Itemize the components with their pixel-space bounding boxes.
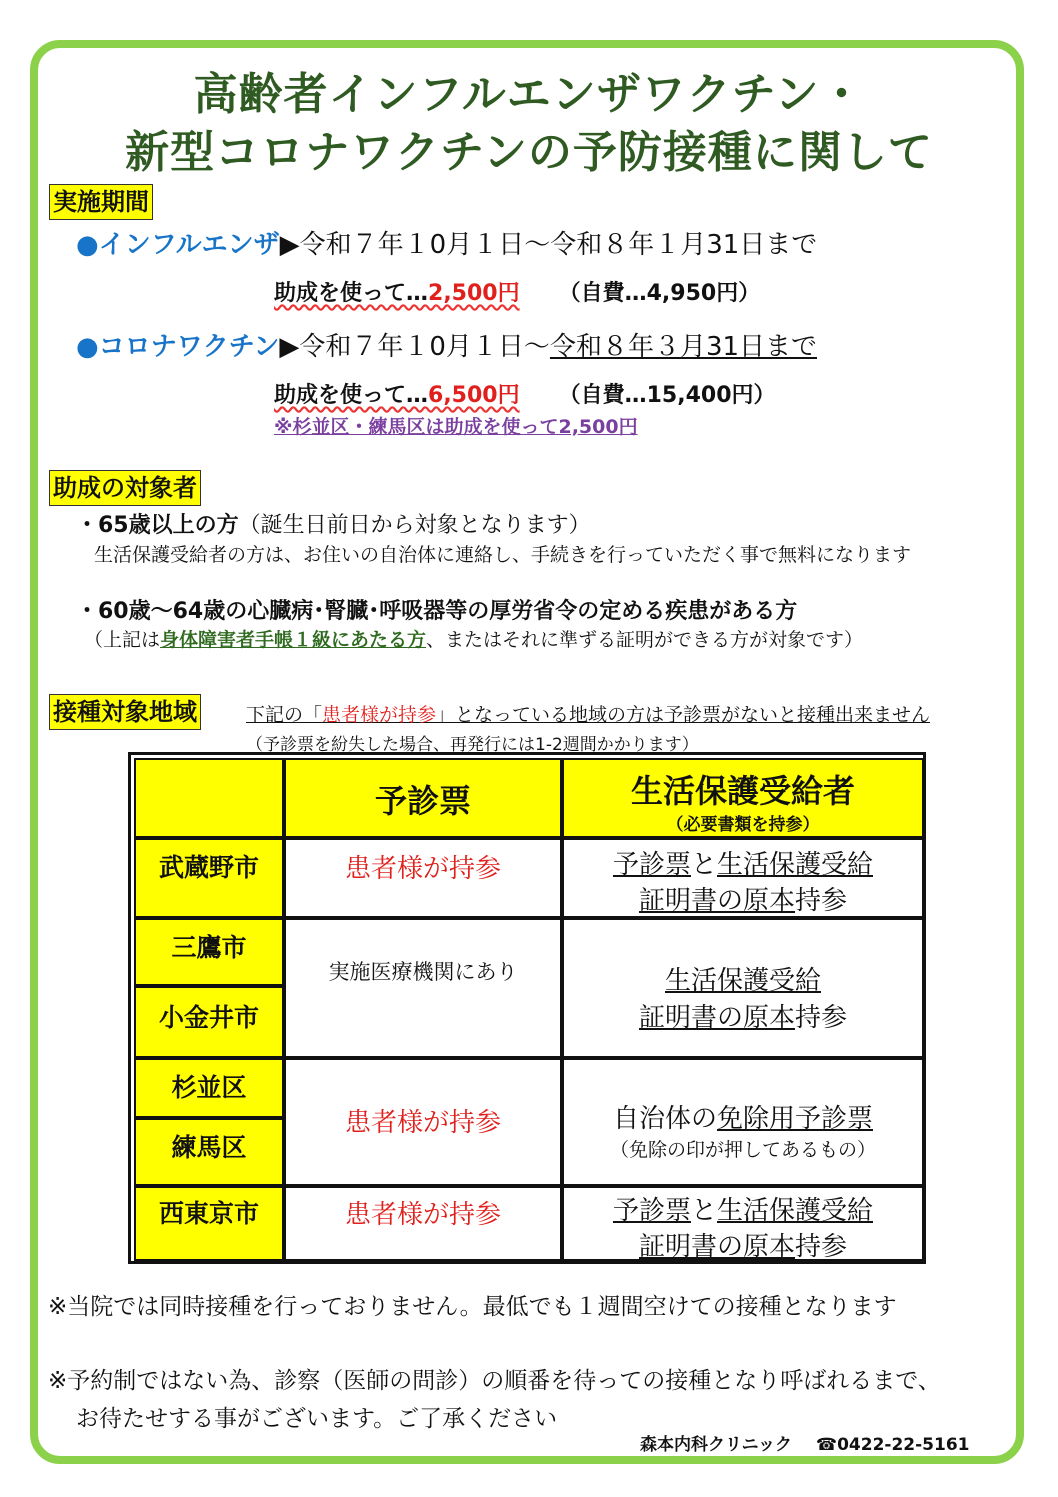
nishitokyo-form: 患者様が持参 xyxy=(344,1200,501,1230)
eligible-item2-note xyxy=(84,625,863,652)
table-header-welfare-sub: （必要書類を持参） xyxy=(666,815,820,835)
musashino-w2: と xyxy=(690,850,717,880)
table-row-mitaka-city xyxy=(134,918,284,986)
nishitokyo-w2: と xyxy=(690,1196,717,1226)
influenza-bullet: ● xyxy=(76,230,99,260)
table-row-mitaka-koganei-welfare xyxy=(562,918,924,1058)
suginami-nerima-w1: 自治体の xyxy=(612,1104,717,1134)
influenza-price-line xyxy=(274,276,760,307)
corona-subsidy-price: 6,500円 xyxy=(428,383,520,408)
city-musashino: 武蔵野市 xyxy=(158,853,259,882)
suginami-nerima-form: 患者様が持参 xyxy=(344,1108,501,1138)
mitaka-koganei-form: 実施医療機関にあり xyxy=(328,960,518,984)
eligible-heading: 助成の対象者 xyxy=(49,470,201,506)
city-mitaka: 三鷹市 xyxy=(171,933,247,962)
table-row-nishitokyo-welfare xyxy=(562,1186,924,1261)
table-header-form-label: 予診票 xyxy=(374,782,471,820)
table-row-koganei-city xyxy=(134,986,284,1058)
table-row-musashino-form xyxy=(284,838,562,918)
eligible-item2: ・60歳～64歳の心臓病･腎臓･呼吸器等の厚労省令の定める疾患がある方 xyxy=(76,599,798,624)
title-line2: 新型コロナワクチンの予防接種に関して xyxy=(125,127,933,178)
musashino-w5: 持参 xyxy=(795,886,848,916)
period-heading: 実施期間 xyxy=(49,184,153,220)
phone-icon: ☎ xyxy=(815,1435,838,1455)
eligible-item1-note: 生活保護受給者の方は、お住いの自治体に連絡し、手続きを行っていただく事で無料になります xyxy=(94,544,912,566)
suginami-nerima-w3: （免除の印が押してあるもの） xyxy=(609,1139,876,1161)
suginami-nerima-welfare-line1 xyxy=(564,1098,922,1135)
musashino-w3: 生活保護受給 xyxy=(717,850,874,880)
influenza-period xyxy=(76,224,817,261)
title-line1: 高齢者インフルエンザワクチン・ xyxy=(193,69,865,120)
footer-note2b: お待たせする事がございます。ご了承ください xyxy=(76,1406,558,1432)
corona-self-pay: （自費…15,400円） xyxy=(558,383,776,408)
city-nerima: 練馬区 xyxy=(171,1133,247,1162)
nishitokyo-w4: 証明書の原本 xyxy=(638,1232,795,1262)
table-row-nerima-city xyxy=(134,1118,284,1186)
eligible-item2-note-c: 、またはそれに準ずる証明ができる方が対象です） xyxy=(426,629,864,651)
mitaka-koganei-w1: 生活保護受給 xyxy=(664,966,821,996)
arrow-icon: ▶ xyxy=(279,230,300,260)
table-corner-cell xyxy=(134,758,284,838)
eligible-item1 xyxy=(76,508,591,539)
corona-label: コロナワクチン xyxy=(98,332,280,362)
clinic-phone: 0422-22-5161 xyxy=(837,1435,970,1455)
musashino-welfare-line1 xyxy=(564,844,922,881)
table-row-suginami-city xyxy=(134,1058,284,1118)
eligible-item1-bold: ・65歳以上の方 xyxy=(76,513,239,538)
corona-bullet: ● xyxy=(76,332,99,362)
musashino-form: 患者様が持参 xyxy=(344,854,501,884)
arrow-icon: ▶ xyxy=(279,332,300,362)
area-table xyxy=(128,752,926,1264)
corona-price-line xyxy=(274,378,776,409)
area-note1-a: 下記の「 xyxy=(246,704,323,726)
influenza-subsidy-price: 2,500円 xyxy=(428,281,520,306)
musashino-w1: 予診票 xyxy=(612,850,691,880)
mitaka-koganei-w2: 証明書の原本 xyxy=(638,1003,795,1033)
corona-subsidy-prefix: 助成を使って… xyxy=(274,383,429,408)
influenza-range: 令和７年１0月１日～令和８年１月31日まで xyxy=(299,230,818,260)
influenza-self-pay: （自費…4,950円） xyxy=(558,281,761,306)
nishitokyo-welfare-line2 xyxy=(564,1226,922,1263)
footer-note1: ※当院では同時接種を行っておりません。最低でも１週間空けての接種となります xyxy=(48,1294,897,1320)
suginami-nerima-w2: 免除用予診票 xyxy=(717,1104,874,1134)
table-header-welfare xyxy=(562,758,924,838)
mitaka-koganei-welfare-line2 xyxy=(564,997,922,1034)
city-koganei: 小金井市 xyxy=(158,1003,259,1032)
table-row-suginami-nerima-form xyxy=(284,1058,562,1186)
table-row-musashino-city xyxy=(134,838,284,918)
corona-period xyxy=(76,326,817,363)
nishitokyo-w3: 生活保護受給 xyxy=(717,1196,874,1226)
table-header-welfare-label: 生活保護受給者 xyxy=(630,772,855,810)
corona-range-a: 令和７年１0月１日～ xyxy=(299,332,550,362)
footer-note2a: ※予約制ではない為、診察（医師の問診）の順番を待っての接種となり呼ばれるまで、 xyxy=(48,1368,941,1394)
eligible-item2-note-b: 身体障害者手帳１級にあたる方 xyxy=(160,629,427,651)
clinic-name: 森本内科クリニック xyxy=(640,1435,792,1455)
area-heading: 接種対象地域 xyxy=(49,694,201,730)
mitaka-koganei-w3: 持参 xyxy=(795,1003,848,1033)
eligible-item1-rest: （誕生日前日から対象となります） xyxy=(238,513,591,538)
city-nishitokyo: 西東京市 xyxy=(158,1199,259,1228)
clinic-info xyxy=(640,1430,970,1455)
table-row-suginami-nerima-welfare xyxy=(562,1058,924,1186)
table-row-nishitokyo-city xyxy=(134,1186,284,1261)
table-row-musashino-welfare xyxy=(562,838,924,918)
table-row-mitaka-koganei-form xyxy=(284,918,562,1058)
musashino-welfare-line2 xyxy=(564,880,922,917)
influenza-subsidy-prefix: 助成を使って… xyxy=(274,281,429,306)
musashino-w4: 証明書の原本 xyxy=(638,886,795,916)
table-header-form xyxy=(284,758,562,838)
nishitokyo-w5: 持参 xyxy=(795,1232,848,1262)
nishitokyo-welfare-line1 xyxy=(564,1190,922,1227)
area-note1 xyxy=(246,700,930,727)
corona-range-b: 令和８年３月31日まで xyxy=(549,332,818,362)
influenza-label: インフルエンザ xyxy=(98,230,280,260)
area-note1-c: 」となっている地域の方は予診票がないと接種出来ません xyxy=(436,704,931,726)
city-suginami: 杉並区 xyxy=(171,1073,247,1102)
area-note1-b: 患者様が持参 xyxy=(322,704,437,726)
eligible-item2-note-a: （上記は xyxy=(84,629,161,651)
corona-note: ※杉並区・練馬区は助成を使って2,500円 xyxy=(274,416,638,438)
mitaka-koganei-welfare-line1 xyxy=(564,960,922,997)
table-row-nishitokyo-form xyxy=(284,1186,562,1261)
nishitokyo-w1: 予診票 xyxy=(612,1196,691,1226)
area-note2: （予診票を紛失した場合、再発行には1-2週間かかります） xyxy=(246,735,699,755)
